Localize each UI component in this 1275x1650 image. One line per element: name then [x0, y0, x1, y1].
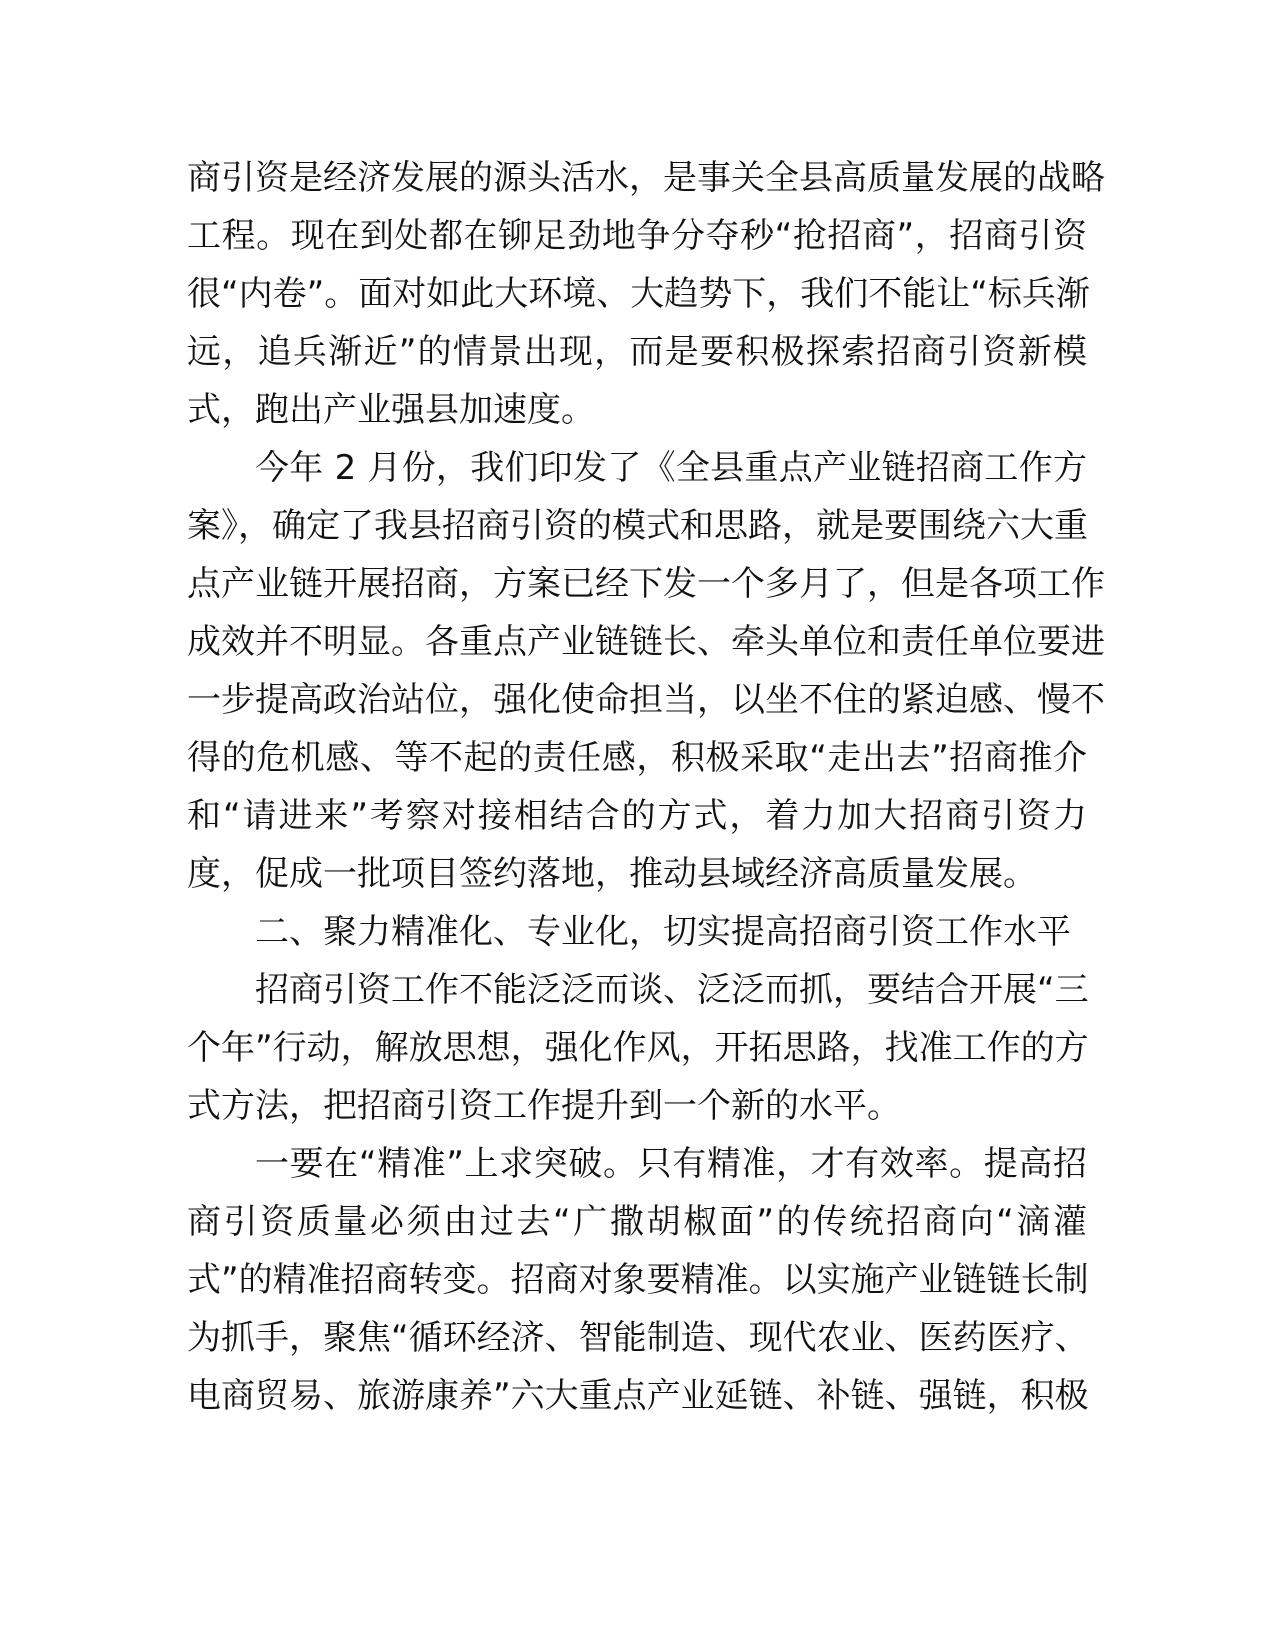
text-line: 式”的精准招商转变。招商对象要精准。以实施产业链链长制: [187, 1260, 1089, 1300]
text-line: 式方法，把招商引资工作提升到一个新的水平。: [187, 1086, 901, 1126]
section-heading: [187, 903, 1087, 961]
text-line: 得的危机感、等不起的责任感，积极采取“走出去”招商推介: [187, 738, 1087, 778]
text-line: 个年”行动，解放思想，强化作风，开拓思路，找准工作的方: [187, 1028, 1089, 1068]
text-line: 电商贸易、旅游康养”六大重点产业延链、补链、强链，积极: [187, 1376, 1089, 1416]
body-text: [187, 149, 1105, 1425]
text-line: 为抓手，聚焦“循环经济、智能制造、现代农业、医药医疗、: [187, 1318, 1089, 1358]
paragraph-4: [187, 1135, 1087, 1425]
text-line: 今年 2 月份，我们印发了《全县重点产业链招商工作方: [255, 448, 1087, 488]
text-line: 式，跑出产业强县加速度。: [187, 390, 595, 430]
paragraph-3: [187, 961, 1087, 1135]
text-line: 远，追兵渐近”的情景出现，而是要积极探索招商引资新模: [187, 332, 1087, 372]
paragraph-2: [187, 439, 1105, 903]
text-line: 一步提高政治站位，强化使命担当，以坐不住的紧迫感、慢不: [187, 680, 1105, 720]
text-line: 商引资是经济发展的源头活水，是事关全县高质量发展的战略: [187, 158, 1105, 198]
text-line: 点产业链开展招商，方案已经下发一个多月了，但是各项工作: [187, 564, 1105, 604]
text-line: 度，促成一批项目签约落地，推动县域经济高质量发展。: [187, 854, 1037, 894]
text-line: 二、聚力精准化、专业化，切实提高招商引资工作水平: [255, 912, 1071, 952]
text-line: 成效并不明显。各重点产业链链长、牵头单位和责任单位要进: [187, 622, 1105, 662]
text-line: 工程。现在到处都在铆足劲地争分夺秒“抢招商”，招商引资: [187, 216, 1087, 256]
paragraph-1: [187, 149, 1105, 439]
text-line: 招商引资工作不能泛泛而谈、泛泛而抓，要结合开展“三: [255, 970, 1089, 1010]
text-line: 一要在“精准”上求突破。只有精准，才有效率。提高招: [255, 1144, 1087, 1184]
text-line: 很“内卷”。面对如此大环境、大趋势下，我们不能让“标兵渐: [187, 274, 1090, 314]
text-line: 和“请进来”考察对接相结合的方式，着力加大招商引资力: [187, 796, 1087, 836]
text-line: 商引资质量必须由过去“广撒胡椒面”的传统招商向“滴灌: [187, 1202, 1087, 1242]
text-line: 案》，确定了我县招商引资的模式和思路，就是要围绕六大重: [187, 506, 1088, 546]
